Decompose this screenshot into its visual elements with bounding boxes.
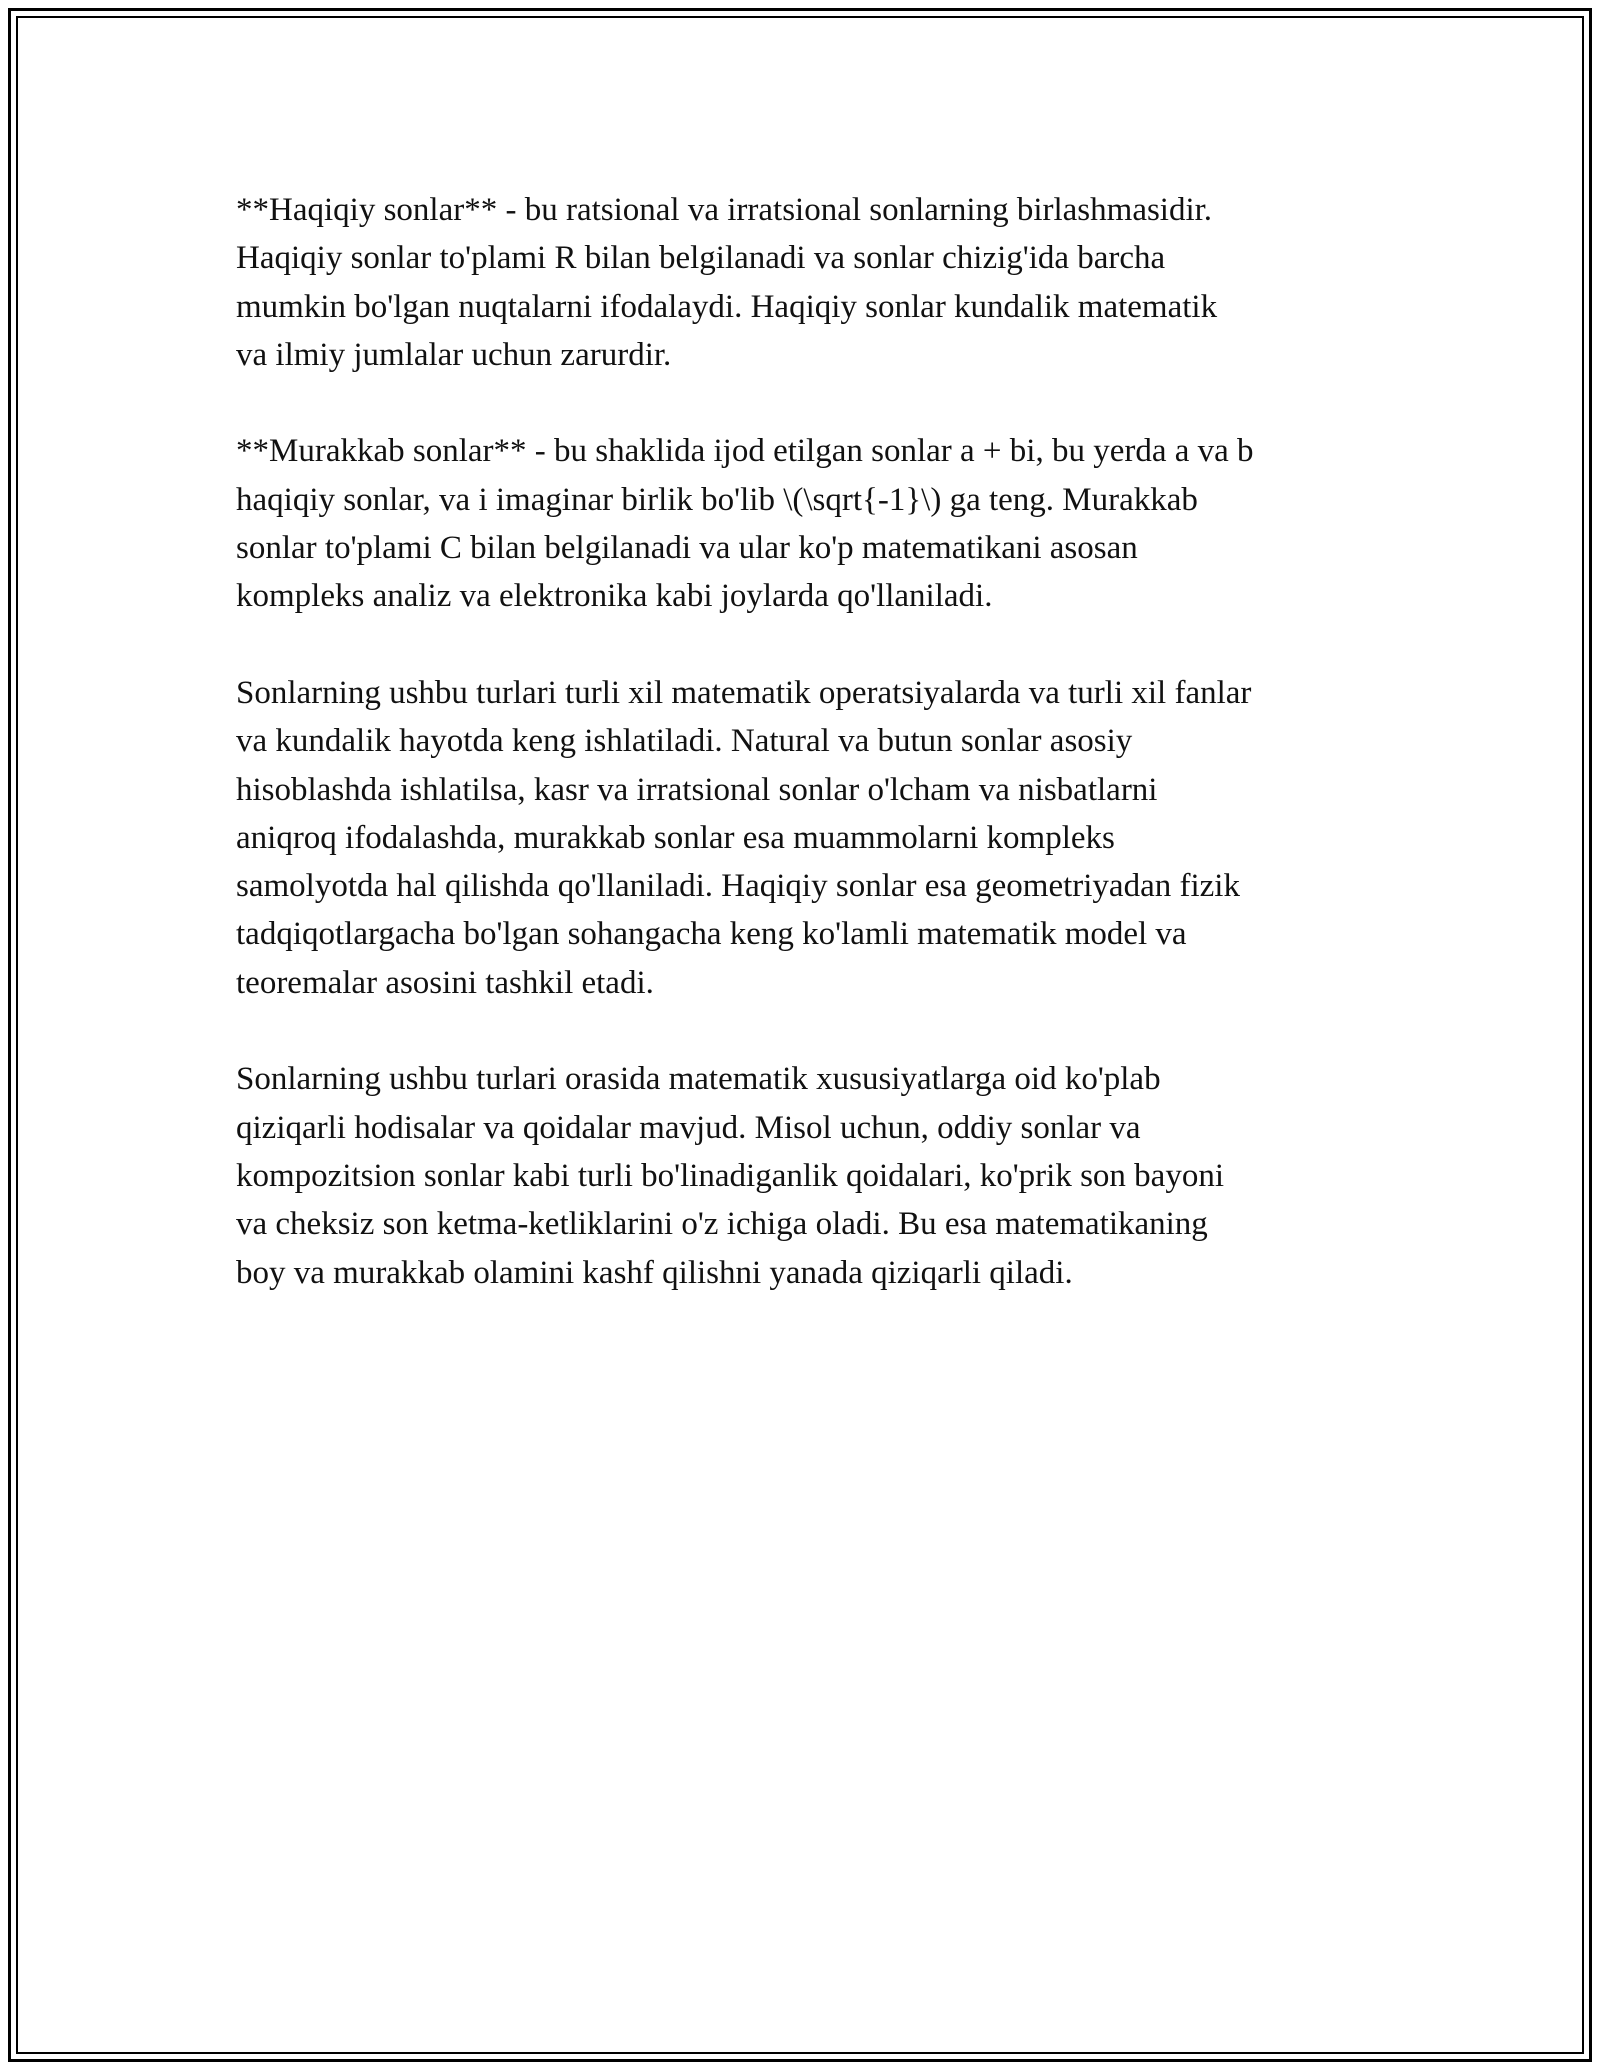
text-line: va cheksiz son ketma-ketliklarini o'z ichiga oladi. Bu esa matematikaning [236, 1206, 1208, 1243]
document-body [236, 186, 1386, 1345]
text-line: va ilmiy jumlalar uchun zarurdir. [236, 336, 672, 373]
paragraph-complex-numbers [236, 427, 1386, 620]
text-line: mumkin bo'lgan nuqtalarni ifodalaydi. Haqiqiy sonlar kundalik matematik [236, 288, 1218, 325]
text-line: **Haqiqiy sonlar** - bu ratsional va irratsional sonlarning birlashmasidir. [236, 192, 1213, 228]
paragraph-properties [236, 1055, 1386, 1296]
text-line: boy va murakkab olamini kashf qilishni yanada qiziqarli qiladi. [236, 1254, 1073, 1291]
text-line: hisoblashda ishlatilsa, kasr va irratsional sonlar o'lcham va nisbatlarni [236, 771, 1158, 808]
text-line: aniqroq ifodalashda, murakkab sonlar esa muammolarni kompleks [236, 819, 1115, 856]
text-line: sonlar to'plami C bilan belgilanadi va ular ko'p matematikani asosan [236, 530, 1138, 567]
paragraph-real-numbers [236, 186, 1386, 379]
text-line: teoremalar asosini tashkil etadi. [236, 964, 654, 1001]
text-line: qiziqarli hodisalar va qoidalar mavjud. Misol uchun, oddiy sonlar va [236, 1109, 1141, 1146]
text-line: Haqiqiy sonlar to'plami R bilan belgilanadi va sonlar chizig'ida barcha [236, 240, 1166, 277]
text-line: va kundalik hayotda keng ishlatiladi. Natural va butun sonlar asosiy [236, 723, 1133, 760]
text-line: Sonlarning ushbu turlari turli xil matematik operatsiyalarda va turli xil fanlar [236, 674, 1252, 711]
text-line: **Murakkab sonlar** - bu shaklida ijod etilgan sonlar a + bi, bu yerda a va b [236, 433, 1254, 470]
text-line: haqiqiy sonlar, va i imaginar birlik bo'lib \(\sqrt{-1}\) ga teng. Murakkab [236, 481, 1198, 518]
text-line: Sonlarning ushbu turlari orasida matematik xususiyatlarga oid ko'plab [236, 1061, 1161, 1098]
text-line: tadqiqotlargacha bo'lgan sohangacha keng ko'lamli matematik model va [236, 916, 1187, 953]
paragraph-number-usage [236, 669, 1386, 1007]
text-line: kompozitsion sonlar kabi turli bo'linadiganlik qoidalari, ko'prik son bayoni [236, 1157, 1225, 1194]
text-line: samolyotda hal qilishda qo'llaniladi. Haqiqiy sonlar esa geometriyadan fizik [236, 868, 1240, 905]
text-line: kompleks analiz va elektronika kabi joylarda qo'llaniladi. [236, 578, 993, 615]
